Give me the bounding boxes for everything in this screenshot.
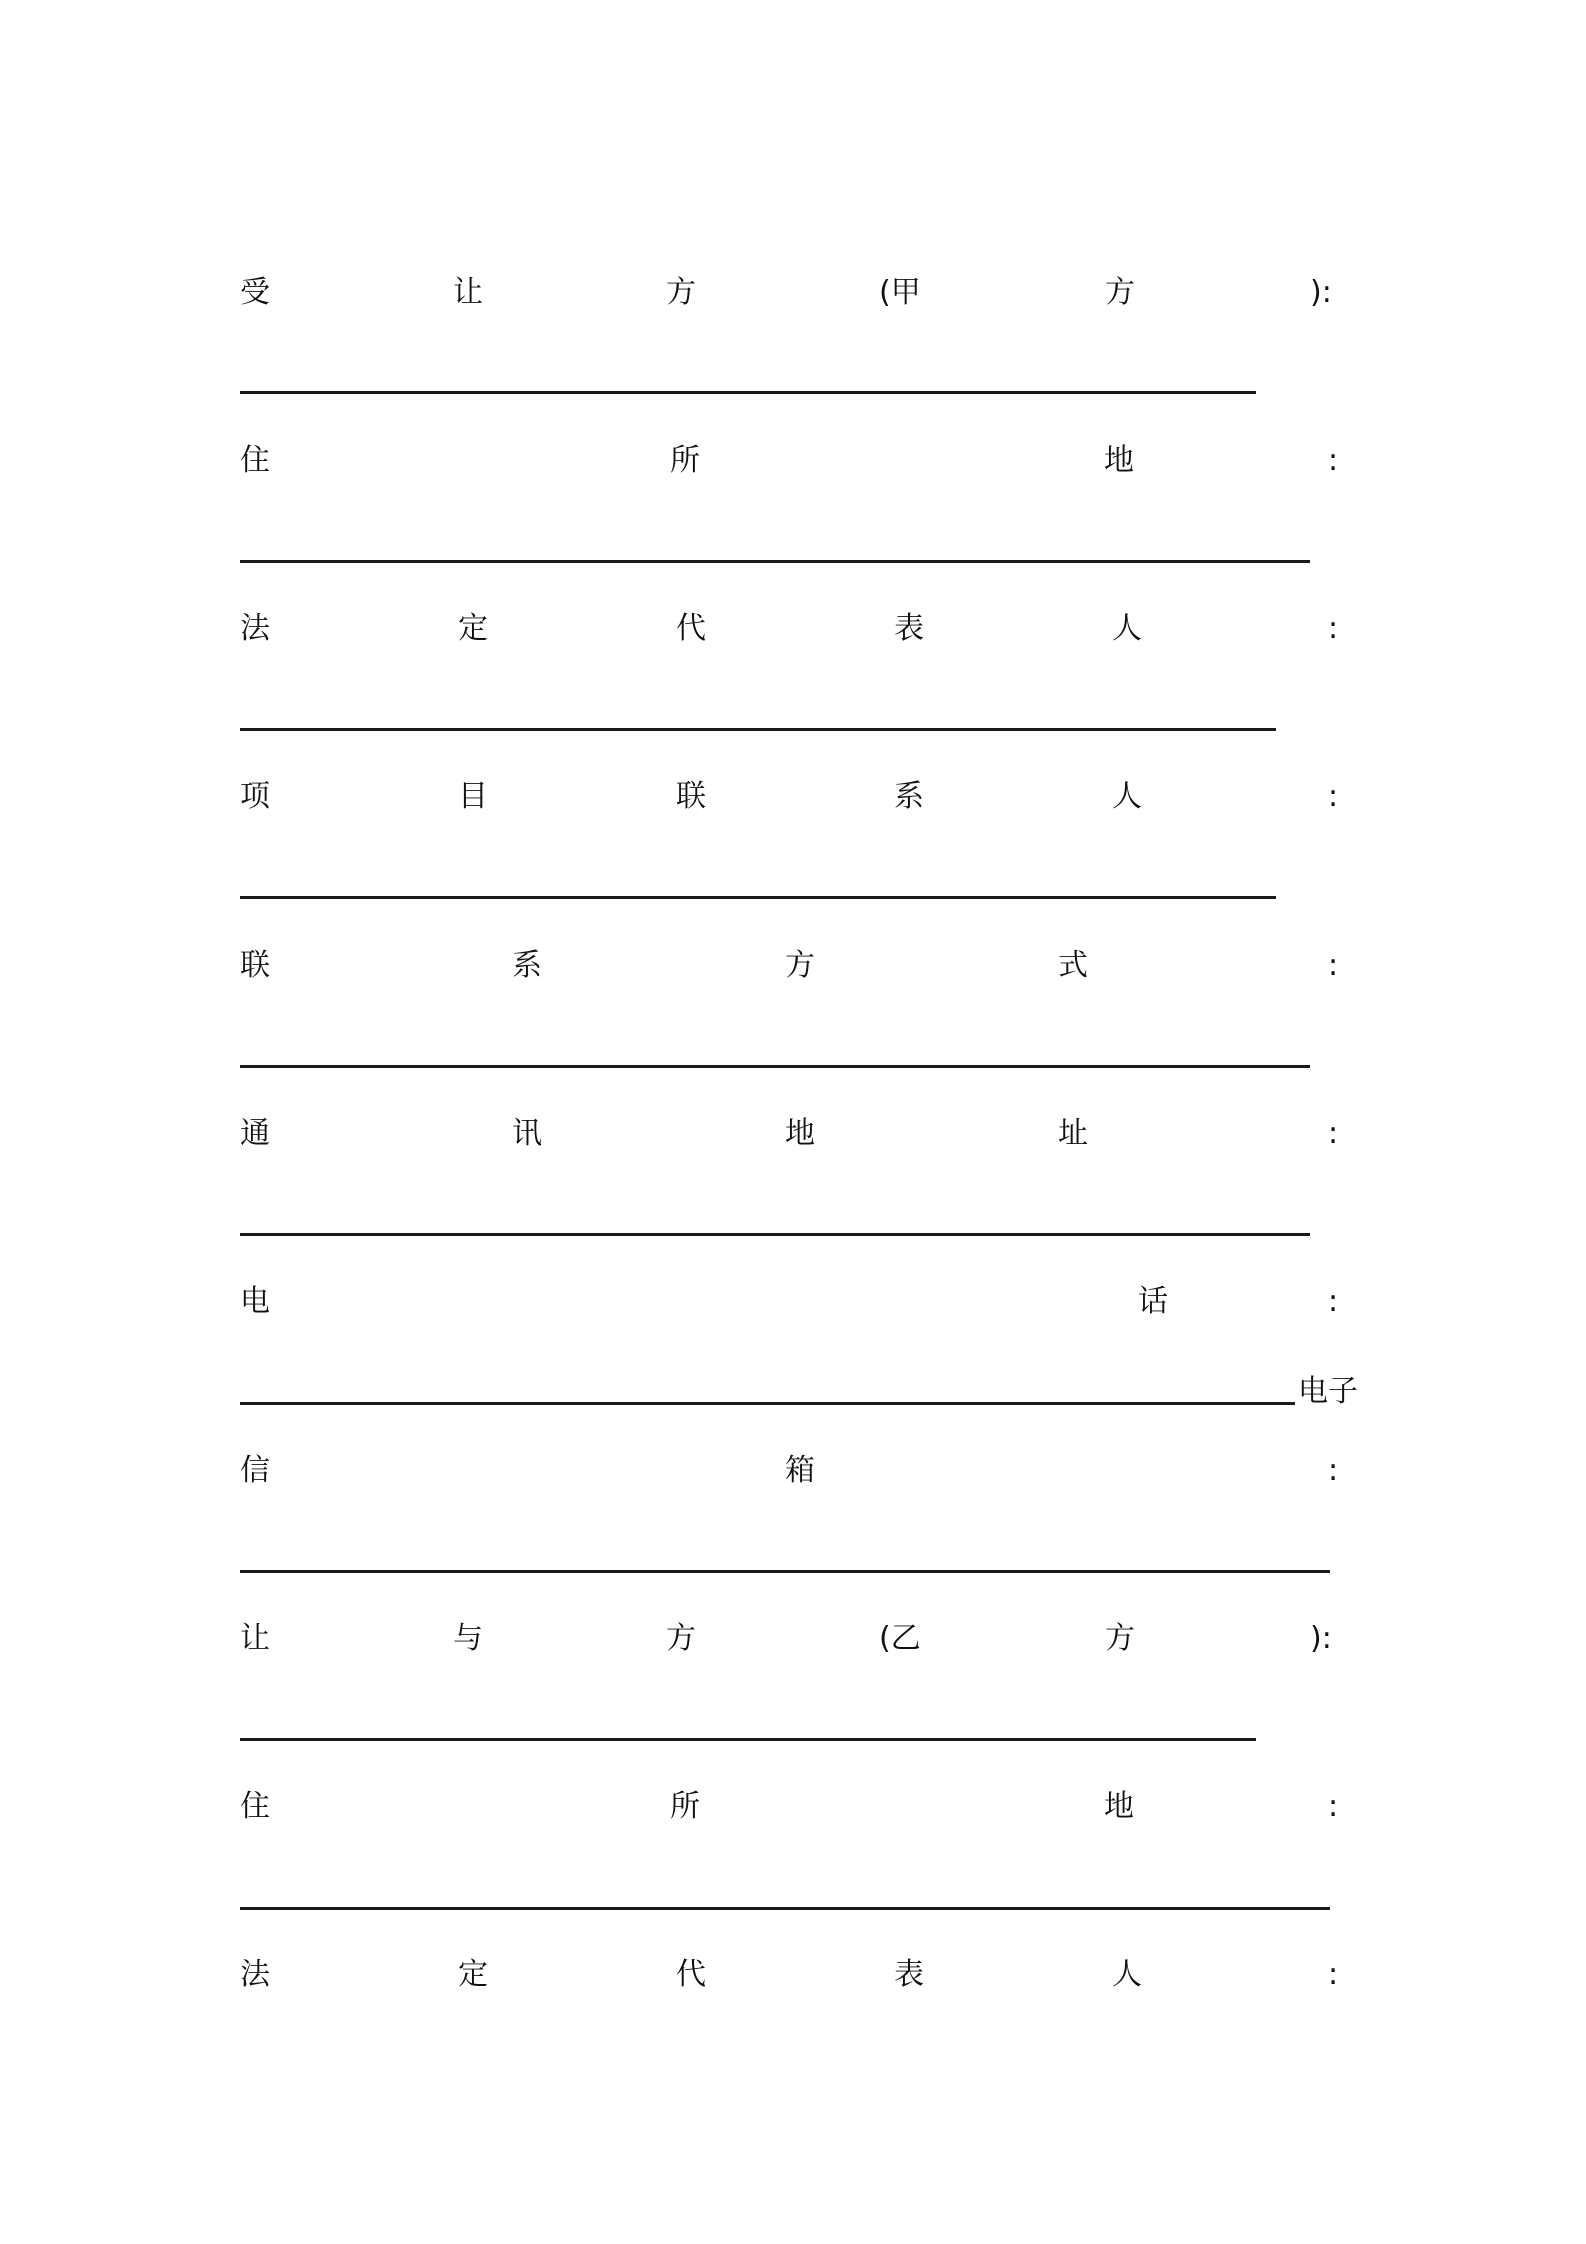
label-char: 系 [512,948,542,983]
field-label-transferee [240,268,1340,318]
label-char: 表 [894,1957,924,1992]
fill-line-transferee-domicile[interactable] [240,560,1310,563]
label-char: 方 [666,1621,696,1656]
label-char: : [1328,443,1339,478]
fill-line-transferee-email[interactable] [240,1570,1330,1573]
label-char: : [1328,948,1339,983]
label-char: 址 [1058,1116,1088,1151]
field-label-transferee-legal-rep [240,604,1340,654]
label-char: (乙 [879,1621,921,1656]
label-char: 所 [670,1789,700,1824]
field-label-transferor-domicile [240,1782,1340,1832]
label-char: 方 [666,275,696,310]
label-char: 项 [240,779,270,814]
label-char: 人 [1112,779,1142,814]
label-char: 定 [458,1957,488,1992]
field-label-transferee-phone [240,1277,1340,1327]
label-char: 讯 [512,1116,542,1151]
field-label-transferee-email [240,1446,1340,1496]
label-char: : [1328,1453,1339,1488]
label-char: 人 [1112,611,1142,646]
label-char: 电 [240,1284,270,1319]
fill-line-transferee-contact-method[interactable] [240,1065,1310,1068]
label-char: 联 [240,948,270,983]
field-label-transferee-mailing-address [240,1109,1340,1159]
label-char: : [1328,779,1339,814]
label-char: 箱 [785,1453,815,1488]
label-char: ): [1310,275,1332,310]
label-char: 代 [676,1957,706,1992]
fill-line-transferee[interactable] [240,391,1256,394]
label-char: 法 [240,1957,270,1992]
email-label-prefix: 电子 [1298,1374,1358,1409]
label-char: 人 [1112,1957,1142,1992]
label-char: 与 [453,1621,483,1656]
label-char: 方 [1105,1621,1135,1656]
fill-line-transferor[interactable] [240,1738,1256,1741]
label-char: 系 [894,779,924,814]
field-label-transferee-project-contact [240,772,1340,822]
label-char: 地 [1104,1789,1134,1824]
label-char: 目 [458,779,488,814]
label-char: 住 [240,1789,270,1824]
field-label-transferee-domicile [240,436,1340,486]
fill-line-transferee-mailing-address[interactable] [240,1233,1310,1236]
label-char: 方 [1105,275,1135,310]
label-char: ): [1310,1621,1332,1656]
label-char: 受 [240,275,270,310]
label-char: : [1328,1116,1339,1151]
field-label-transferor [240,1614,1340,1664]
label-char: 代 [676,611,706,646]
fill-line-transferee-legal-rep[interactable] [240,728,1276,731]
label-char: 方 [785,948,815,983]
label-char: 式 [1058,948,1088,983]
field-label-transferee-contact-method [240,941,1340,991]
label-char: 所 [670,443,700,478]
label-char: : [1328,1789,1339,1824]
label-char: 地 [785,1116,815,1151]
label-char: : [1328,1957,1339,1992]
label-char: (甲 [879,275,921,310]
fill-line-transferor-domicile[interactable] [240,1907,1330,1910]
label-char: 表 [894,611,924,646]
label-char: : [1328,1284,1339,1319]
fill-line-transferee-project-contact[interactable] [240,896,1276,899]
label-char: 信 [240,1453,270,1488]
label-char: 定 [458,611,488,646]
field-label-transferor-legal-rep [240,1950,1340,2000]
label-char: 通 [240,1116,270,1151]
label-char: 法 [240,611,270,646]
label-char: 话 [1138,1284,1168,1319]
label-char: 让 [453,275,483,310]
label-char: 让 [240,1621,270,1656]
fill-line-transferee-phone[interactable] [240,1402,1295,1405]
label-char: : [1328,611,1339,646]
label-char: 住 [240,443,270,478]
label-char: 联 [676,779,706,814]
label-char: 地 [1104,443,1134,478]
